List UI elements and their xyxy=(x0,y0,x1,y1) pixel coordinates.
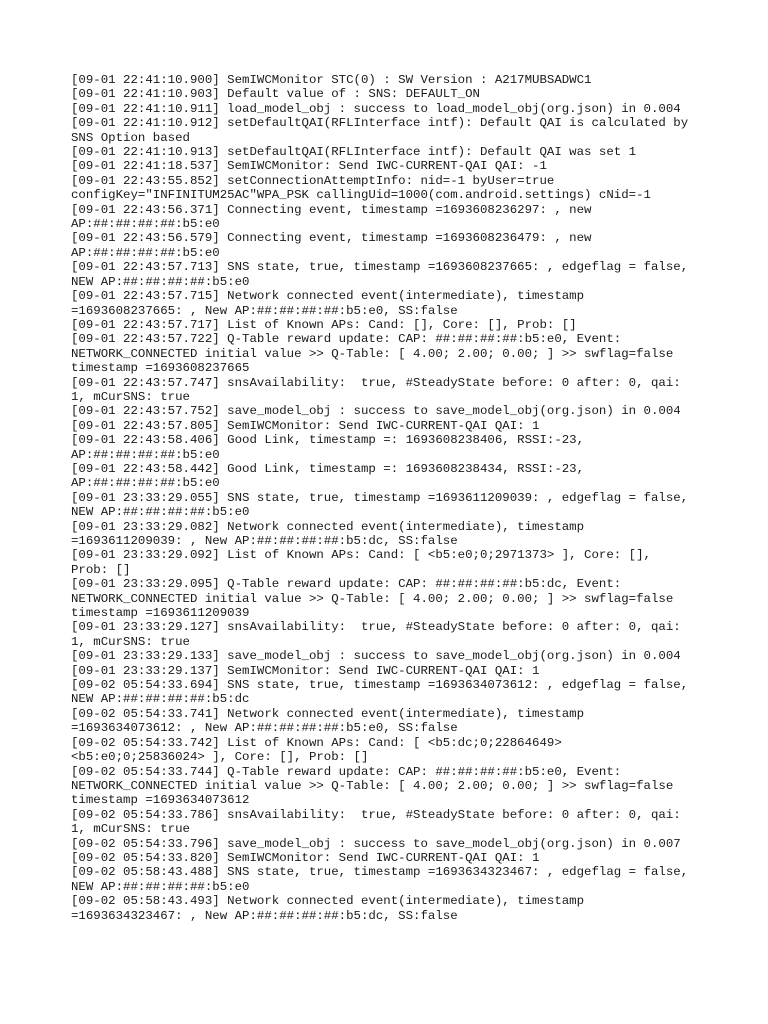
log-line: AP:##:##:##:##:b5:e0 xyxy=(71,245,220,260)
log-line: 1, mCurSNS: true xyxy=(71,389,190,404)
log-line: AP:##:##:##:##:b5:e0 xyxy=(71,476,220,491)
log-line: =1693608237665: , New AP:##:##:##:##:b5:e0, SS:false xyxy=(71,303,458,318)
log-line: [09-01 23:33:29.055] SNS state, true, timestamp =1693611209039: , edgeflag = false, xyxy=(71,490,689,505)
log-line: NETWORK_CONNECTED initial value >> Q-Table: [ 4.00; 2.00; 0.00; ] >> swflag=false xyxy=(71,346,674,361)
log-line: [09-01 22:43:55.852] setConnectionAttemptInfo: nid=-1 byUser=true xyxy=(71,173,555,188)
log-line: =1693611209039: , New AP:##:##:##:##:b5:dc, SS:false xyxy=(71,534,458,548)
log-line: [09-02 05:54:33.820] SemIWCMonitor: Send IWC-CURRENT-QAI QAI: 1 xyxy=(71,850,540,865)
log-line: timestamp =1693608237665 xyxy=(71,361,250,376)
log-document xyxy=(71,73,711,923)
log-line: [09-01 22:43:57.715] Network connected event(intermediate), timestamp xyxy=(71,289,585,304)
log-line: [09-02 05:58:43.488] SNS state, true, timestamp =1693634323467: , edgeflag = false, xyxy=(71,865,689,880)
log-line: [09-01 22:43:56.371] Connecting event, timestamp =1693608236297: , new xyxy=(71,202,592,217)
log-line: [09-02 05:58:43.493] Network connected event(intermediate), timestamp xyxy=(71,894,585,909)
log-line: [09-01 22:43:57.717] List of Known APs: Cand: [], Core: [], Prob: [] xyxy=(71,317,577,332)
log-body xyxy=(71,73,711,923)
log-line: [09-01 23:33:29.133] save_model_obj : success to save_model_obj(org.json) in 0.004 xyxy=(71,649,681,664)
log-line: [09-01 22:41:18.537] SemIWCMonitor: Send IWC-CURRENT-QAI QAI: -1 xyxy=(71,159,547,174)
log-line: configKey="INFINITUM25AC"WPA_PSK callingUid=1000(com.android.settings) cNid=-1 xyxy=(71,188,651,203)
log-line: AP:##:##:##:##:b5:e0 xyxy=(71,447,220,462)
log-line: AP:##:##:##:##:b5:e0 xyxy=(71,217,220,232)
log-line: [09-02 05:54:33.741] Network connected event(intermediate), timestamp xyxy=(71,706,585,721)
log-line: NEW AP:##:##:##:##:b5:e0 xyxy=(71,274,250,289)
log-line: <b5:e0;0;25836024> ], Core: [], Prob: [] xyxy=(71,750,369,765)
log-line: [09-01 22:43:57.747] snsAvailability: true, #SteadyState before: 0 after: 0, qai: xyxy=(71,375,681,390)
log-line: [09-01 22:43:58.406] Good Link, timestamp =: 1693608238406, RSSI:-23, xyxy=(71,433,585,448)
log-line: SNS Option based xyxy=(71,130,190,145)
log-line: NEW AP:##:##:##:##:b5:dc xyxy=(71,692,250,707)
log-line: timestamp =1693634073612 xyxy=(71,793,250,808)
log-line: [09-01 22:43:57.713] SNS state, true, timestamp =1693608237665: , edgeflag = false, xyxy=(71,260,689,275)
log-line: [09-02 05:54:33.786] snsAvailability: true, #SteadyState before: 0 after: 0, qai: xyxy=(71,807,681,822)
log-line: [09-01 22:43:58.442] Good Link, timestamp =: 1693608238434, RSSI:-23, xyxy=(71,461,585,476)
log-line: [09-01 22:43:57.805] SemIWCMonitor: Send IWC-CURRENT-QAI QAI: 1 xyxy=(71,418,540,433)
log-line: Prob: [] xyxy=(71,562,131,577)
log-line: [09-01 23:33:29.082] Network connected event(intermediate), timestamp xyxy=(71,519,585,534)
log-line: [09-01 22:43:57.722] Q-Table reward update: CAP: ##:##:##:##:b5:e0, Event: xyxy=(71,332,622,347)
log-line: [09-01 23:33:29.137] SemIWCMonitor: Send IWC-CURRENT-QAI QAI: 1 xyxy=(71,663,540,678)
log-line: [09-01 22:41:10.903] Default value of : SNS: DEFAULT_ON xyxy=(71,87,480,102)
log-line: NEW AP:##:##:##:##:b5:e0 xyxy=(71,505,250,520)
log-line: NETWORK_CONNECTED initial value >> Q-Table: [ 4.00; 2.00; 0.00; ] >> swflag=false xyxy=(71,591,674,606)
log-line: 1, mCurSNS: true xyxy=(71,634,190,649)
log-line: [09-01 23:33:29.092] List of Known APs: Cand: [ <b5:e0;0;2971373> ], Core: [], xyxy=(71,548,651,563)
log-line: NETWORK_CONNECTED initial value >> Q-Table: [ 4.00; 2.00; 0.00; ] >> swflag=false xyxy=(71,778,674,793)
log-line: NEW AP:##:##:##:##:b5:e0 xyxy=(71,879,250,894)
log-line: [09-01 22:41:10.911] load_model_obj : success to load_model_obj(org.json) in 0.004 xyxy=(71,101,681,116)
log-line: [09-02 05:54:33.742] List of Known APs: Cand: [ <b5:dc;0;22864649> xyxy=(71,735,562,750)
log-line: [09-01 23:33:29.095] Q-Table reward update: CAP: ##:##:##:##:b5:dc, Event: xyxy=(71,577,622,592)
log-line: =1693634073612: , New AP:##:##:##:##:b5:e0, SS:false xyxy=(71,721,458,736)
log-line: [09-01 22:43:57.752] save_model_obj : success to save_model_obj(org.json) in 0.004 xyxy=(71,404,681,419)
log-line: 1, mCurSNS: true xyxy=(71,822,190,837)
log-line: [09-01 22:41:10.900] SemIWCMonitor STC(0) : SW Version : A217MUBSADWC1 xyxy=(71,73,592,87)
log-line: [09-02 05:54:33.796] save_model_obj : success to save_model_obj(org.json) in 0.007 xyxy=(71,836,681,851)
log-line: [09-01 22:41:10.913] setDefaultQAI(RFLInterface intf): Default QAI was set 1 xyxy=(71,145,637,160)
log-line: [09-01 22:41:10.912] setDefaultQAI(RFLInterface intf): Default QAI is calculated by xyxy=(71,116,689,131)
log-line: timestamp =1693611209039 xyxy=(71,606,250,621)
log-line: [09-01 23:33:29.127] snsAvailability: true, #SteadyState before: 0 after: 0, qai: xyxy=(71,620,681,635)
log-line: [09-01 22:43:56.579] Connecting event, timestamp =1693608236479: , new xyxy=(71,231,592,246)
log-line: [09-02 05:54:33.744] Q-Table reward update: CAP: ##:##:##:##:b5:e0, Event: xyxy=(71,764,622,779)
log-line: =1693634323467: , New AP:##:##:##:##:b5:dc, SS:false xyxy=(71,908,458,923)
log-line: [09-02 05:54:33.694] SNS state, true, timestamp =1693634073612: , edgeflag = false, xyxy=(71,678,689,693)
